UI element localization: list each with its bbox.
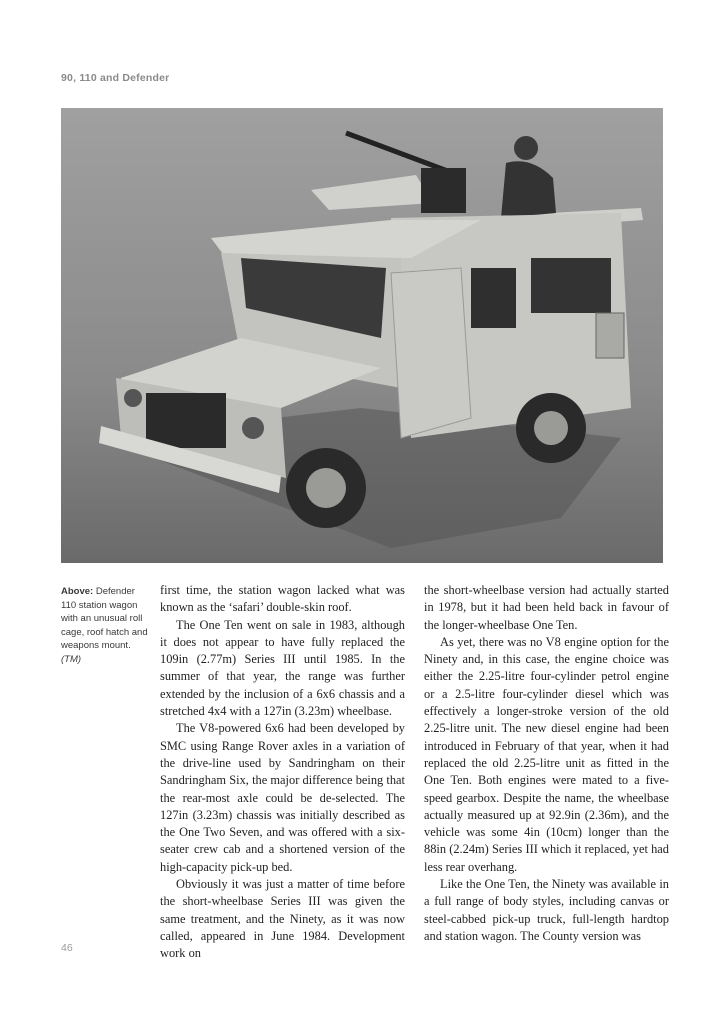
vehicle-photo — [61, 108, 663, 563]
paragraph: As yet, there was no V8 engine option for the Ninety and, in this case, the engine choice was either the 2.25-litre four-cylinder petrol engine or a 2.5-litre four-cylinder diesel which was effectively a longer-stroke version of the old 2.25-litre unit. The new diesel engine had been introduced in February of that year, when it had replaced the old 2.25-litre unit as fitted in the One Ten. Both engines were mated to a five-speed gearbox. Despite the name, the wheelbase actually measured up at 92.9in (2.36m), and the vehicle was some 4in (10cm) longer than the 88in (2.24m) Series III which it replaced, yet had less rear overhang. — [424, 634, 669, 874]
paragraph: The V8-powered 6x6 had been developed by SMC using Range Rover axles in a variation of the drive-line used by Sandringham on their Sandringham Six, the major difference being that the rear-most axle could be de-selected. The 127in (3.23m) chassis was initially described as the One Two Seven, and was offered with a six-seater crew cab and a shortened version of the high-capacity pick-up bed. — [160, 721, 405, 874]
caption-text: Defender 110 station wagon with an unusual roll cage, roof hatch and weapons mount. — [61, 586, 148, 651]
caption-credit: (TM) — [61, 653, 82, 665]
paragraph: Like the One Ten, the Ninety was available in a full range of body styles, including canvas or steel-cabbed pick-up truck, full-length hardtop and station wagon. The County version was — [424, 877, 669, 943]
paragraph: first time, the station wagon lacked what was known as the ‘safari’ double-skin roof. — [160, 583, 405, 615]
land-rover-illustration — [61, 108, 663, 563]
paragraph: Obviously it was just a matter of time before the short-wheelbase Series III was given the same treatment, and the Ninety, as it was now called, appeared in June 1984. Development work on — [160, 877, 405, 961]
caption-lead: Above: — [61, 586, 94, 597]
running-head: 90, 110 and Defender — [61, 72, 170, 84]
page-number: 46 — [61, 942, 73, 954]
body-column-2 — [424, 582, 669, 945]
body-column-1 — [160, 582, 405, 963]
paragraph: the short-wheelbase version had actually started in 1978, but it had been held back in favour of the longer-wheelbase One Ten. — [424, 583, 669, 632]
paragraph: The One Ten went on sale in 1983, although it does not appear to have fully replaced the 109in (2.77m) Series III until 1985. In the summer of that year, the range was further extended by the inclusion of a 6x6 chassis and a stretched 4x4 with a 127in (3.23m) wheelbase. — [160, 617, 405, 719]
photo-caption — [61, 585, 149, 666]
